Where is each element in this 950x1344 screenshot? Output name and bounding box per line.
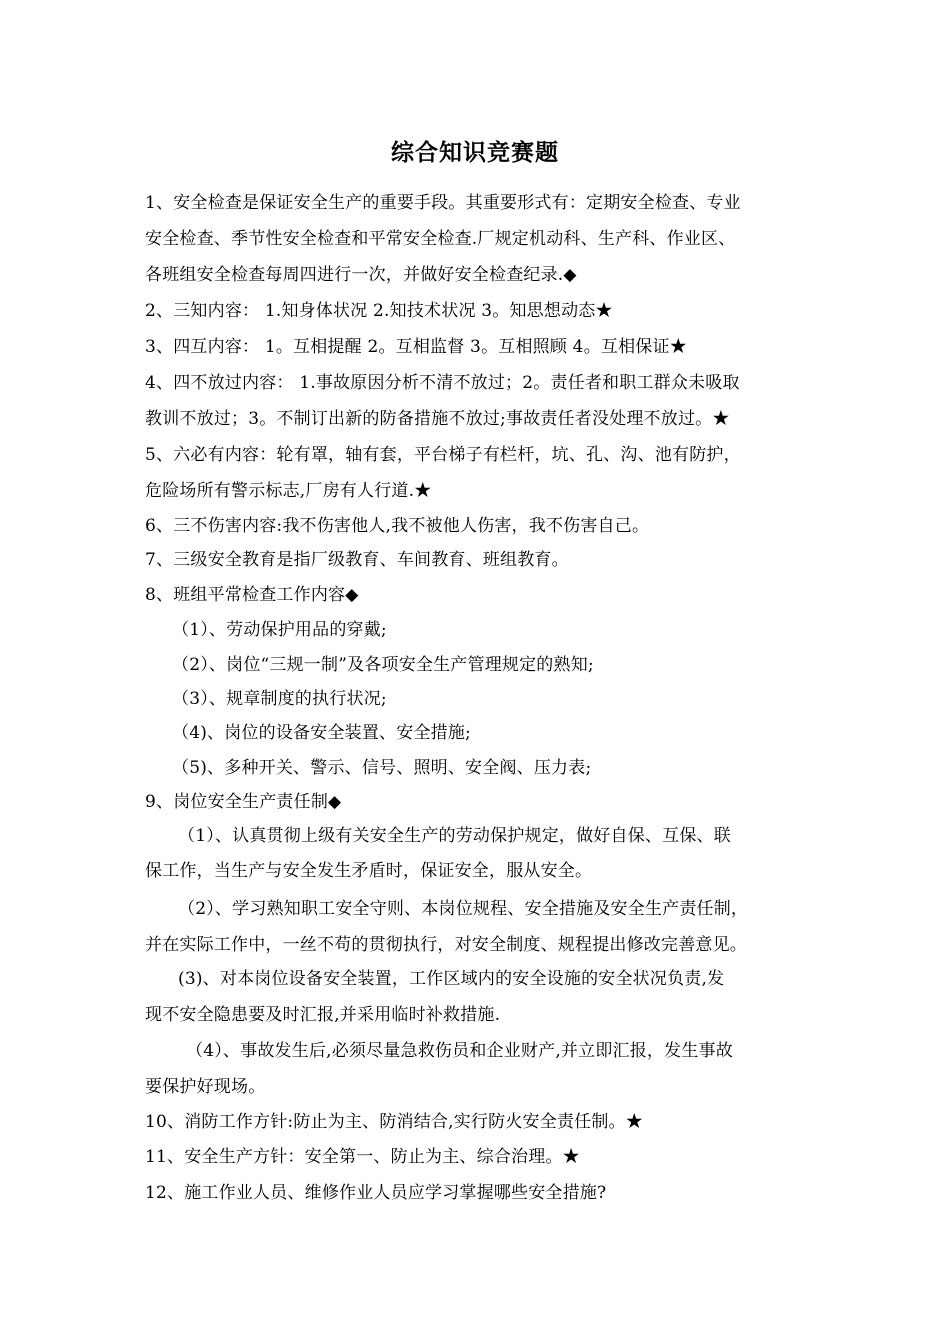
text-line: 11、安全生产方针：安全第一、防止为主、综合治理。★ <box>145 1147 580 1167</box>
text-line: （1）、劳动保护用品的穿戴; <box>172 620 387 640</box>
text-line: （1）、认真贯彻上级有关安全生产的劳动保护规定，做好自保、互保、联 <box>178 826 731 846</box>
text-line: 4、四不放过内容： 1.事故原因分析不清不放过；2。责任者和职工群众未吸取 <box>145 373 740 393</box>
text-line: 9、岗位安全生产责任制◆ <box>145 792 342 812</box>
text-line: （4）、事故发生后,必须尽量急救伤员和企业财产,并立即汇报，发生事故 <box>186 1041 733 1061</box>
text-line: 1、安全检查是保证安全生产的重要手段。其重要形式有：定期安全检查、专业 <box>145 193 741 213</box>
text-line: 并在实际工作中，一丝不苟的贯彻执行，对安全制度、规程提出修改完善意见。 <box>145 935 747 955</box>
text-line: 8、班组平常检查工作内容◆ <box>145 585 359 605</box>
text-line: （2）、学习熟知职工安全守则、本岗位规程、安全措施及安全生产责任制， <box>178 899 749 919</box>
text-line: 5、六必有内容：轮有罩，轴有套，平台梯子有栏杆，坑、孔、沟、池有防护， <box>145 445 741 465</box>
text-line: 2、三知内容： 1.知身体状况 2.知技术状况 3。知思想动态★ <box>145 301 613 321</box>
text-line: （5)、多种开关、警示、信号、照明、安全阀、压力表; <box>172 758 592 778</box>
text-line: 12、施工作业人员、维修作业人员应学习掌握哪些安全措施? <box>145 1183 607 1203</box>
text-line: 各班组安全检查每周四进行一次，并做好安全检查纪录.◆ <box>145 265 577 285</box>
text-line: 教训不放过；3。不制订出新的防备措施不放过;事故责任者没处理不放过。★ <box>145 409 730 429</box>
text-line: 保工作，当生产与安全发生矛盾时，保证安全，服从安全。 <box>145 861 593 881</box>
text-line: 安全检查、季节性安全检查和平常安全检查.厂规定机动科、生产科、作业区、 <box>145 229 736 249</box>
text-line: 10、消防工作方针:防止为主、防消结合,实行防火安全责任制。★ <box>145 1112 643 1132</box>
text-line: (3)、对本岗位设备安全装置，工作区域内的安全设施的安全状况负责,发 <box>178 969 725 989</box>
text-line: 危险场所有警示标志,厂房有人行道.★ <box>145 481 432 501</box>
text-line: 3、四互内容： 1。互相提醒 2。互相监督 3。互相照顾 4。互相保证★ <box>145 337 687 357</box>
text-line: 要保护好现场。 <box>145 1077 266 1097</box>
text-line: （2）、岗位“三规一制”及各项安全生产管理规定的熟知; <box>172 655 594 675</box>
text-line: （4)、岗位的设备安全装置、安全措施; <box>172 723 471 743</box>
text-line: 7、三级安全教育是指厂级教育、车间教育、班组教育。 <box>145 550 569 570</box>
document-title: 综合知识竞赛题 <box>391 140 559 166</box>
text-line: 6、三不伤害内容:我不伤害他人,我不被他人伤害，我不伤害自己。 <box>145 516 650 536</box>
text-line: 现不安全隐患要及时汇报,并采用临时补救措施. <box>145 1005 501 1025</box>
text-line: （3）、规章制度的执行状况; <box>172 689 387 709</box>
